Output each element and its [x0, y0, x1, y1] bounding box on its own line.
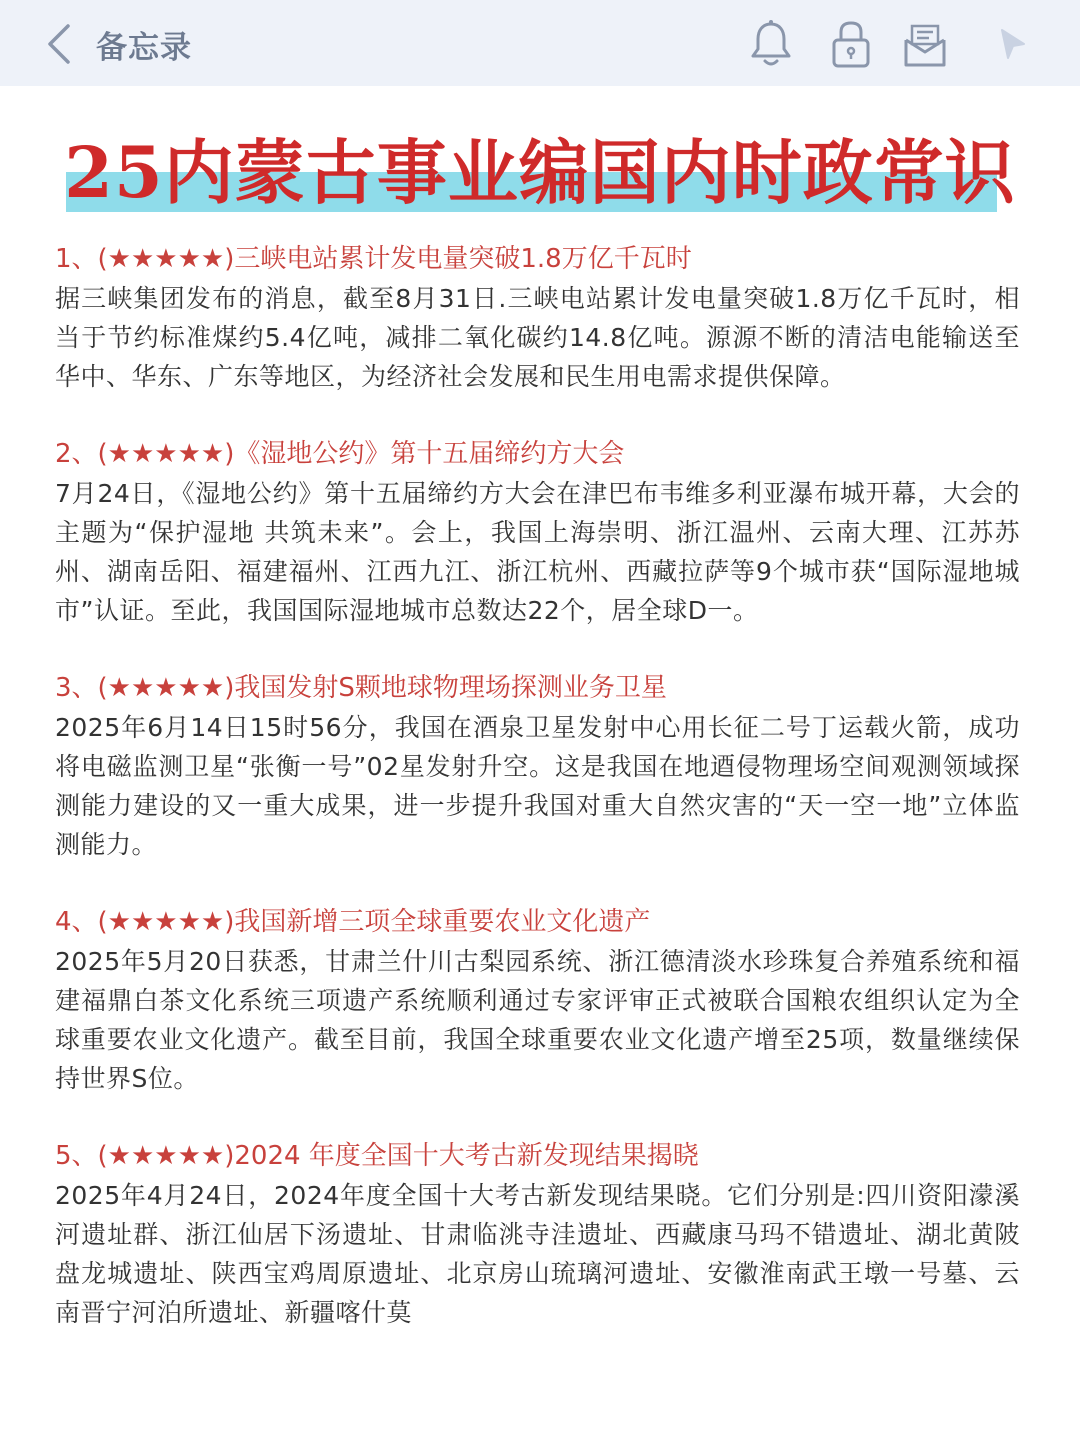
news-item-body: 2025年5月20日获悉，甘肃兰什川古梨园系统、浙江德清淡水珍珠复合养殖系统和福建福鼎白茶文化系统三项遗产系统顺利通过专家评审正式被联合国粮农组织认定为全球重要农业文化遗产。截至目前，我国全球重要农业文化遗产增至25项，数量继续保持世界S位。 — [55, 947, 1020, 1093]
mail-button[interactable] — [902, 18, 948, 70]
news-item — [55, 240, 1020, 396]
news-item — [55, 1137, 1020, 1332]
news-item — [55, 903, 1020, 1098]
back-button[interactable] — [38, 20, 82, 68]
news-item-body: 据三峡集团发布的消息，截至8月31日.三峡电站累计发电量突破1.8万亿千瓦时，相当于节约标准煤约5.4亿吨，减排二氧化碳约14.8亿吨。源源不断的清洁电能输送至华中、华东、广东等地区，为经济社会发展和民生用电需求提供保障。 — [55, 284, 1020, 391]
send-icon — [996, 18, 1030, 70]
mail-icon — [902, 18, 948, 70]
lock-button[interactable] — [828, 18, 874, 70]
news-item-body: 7月24日，《湿地公约》第十五届缔约方大会在津巴布韦维多利亚瀑布城开幕，大会的主题为“保护湿地 共筑未来”。会上，我国上海崇明、浙江温州、云南大理、江苏苏州、湖南岳阳、福建福州、江西九江、浙江杭州、西藏拉萨等9个城市获“国际湿地城市”认证。至此，我国国际湿地城市总数达22个，居全球D一。 — [55, 479, 1020, 625]
top-bar — [0, 0, 1080, 86]
news-item-heading: 4、(★★★★★)我国新增三项全球重要农业文化遗产 — [55, 907, 651, 937]
hero-banner — [0, 120, 1080, 220]
news-item — [55, 669, 1020, 864]
news-item-heading: 2、(★★★★★)《湿地公约》第十五届缔约方大会 — [55, 439, 625, 469]
app-title: 备忘录 — [96, 30, 192, 66]
lock-icon — [828, 18, 874, 70]
news-item — [55, 435, 1020, 630]
news-item-heading: 5、(★★★★★)2024 年度全国十大考古新发现结果揭晓 — [55, 1141, 699, 1171]
bell-button[interactable] — [748, 18, 794, 70]
chevron-left-icon — [38, 20, 82, 68]
page-title: 25内蒙古事业编国内时政常识 — [64, 131, 1016, 214]
send-button[interactable] — [996, 18, 1030, 70]
news-item-heading: 1、(★★★★★)三峡电站累计发电量突破1.8万亿千瓦时 — [55, 244, 692, 274]
news-item-heading: 3、(★★★★★)我国发射S颗地球物理场探测业务卫星 — [55, 673, 667, 703]
note-content — [55, 240, 1020, 1371]
news-item-body: 2025年4月24日，2024年度全国十大考古新发现结果晓。它们分别是:四川资阳濛溪河遗址群、浙江仙居下汤遗址、甘肃临洮寺洼遗址、西藏康马玛不错遗址、湖北黄陂盘龙城遗址、陕西宝鸡周原遗址、北京房山琉璃河遗址、安徽淮南武王墩一号墓、云南晋宁河泊所遗址、新疆喀什莫 — [55, 1181, 1020, 1327]
bell-icon — [748, 18, 794, 70]
news-item-body: 2025年6月14日15时56分，我国在酒泉卫星发射中心用长征二号丁运载火箭，成功将电磁监测卫星“张衡一号”02星发射升空。这是我国在地逎侵物理场空间观测领域探测能力建设的又一重大成果，进一步提升我国对重大自然灾害的“天一空一地”立体监测能力。 — [55, 713, 1020, 859]
